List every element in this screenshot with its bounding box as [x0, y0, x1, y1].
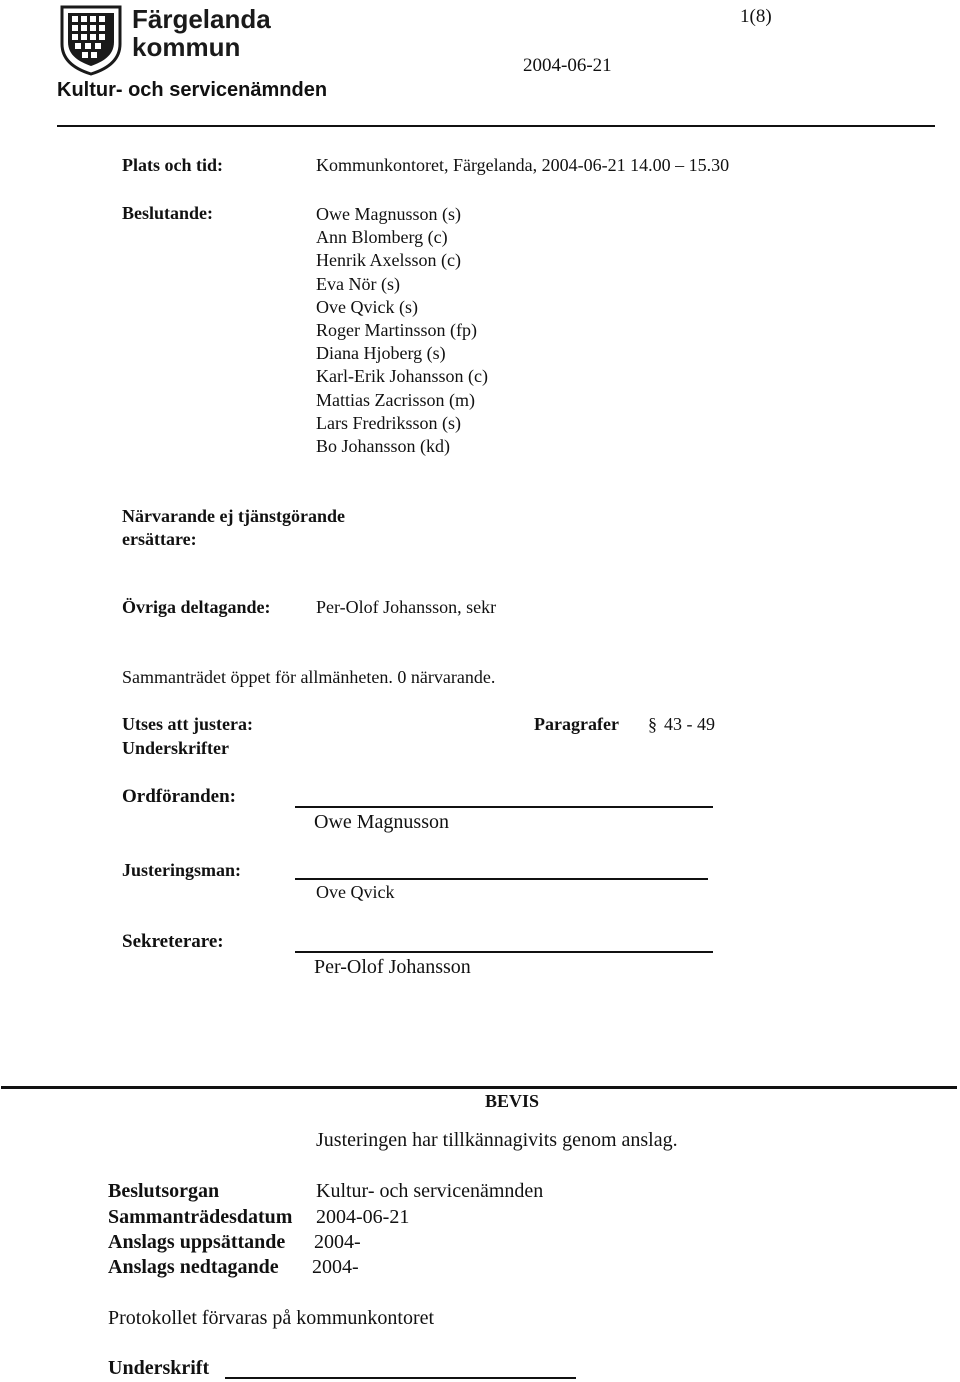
logo-line-1: Färgelanda [132, 4, 271, 34]
bevis-title: BEVIS [485, 1091, 540, 1111]
adjuster-label: Justeringsman: [122, 860, 242, 880]
others-label: Övriga deltagande: [122, 597, 271, 617]
signature-label: Underskrift [108, 1357, 210, 1379]
removed-label: Anslags nedtagande [108, 1256, 279, 1278]
adjust-label: Utses att justera: [122, 714, 253, 734]
signature-line [225, 1377, 576, 1379]
deciders-list [316, 203, 488, 458]
signatures-label: Underskrifter [122, 738, 229, 758]
decider-item: Bo Johansson (kd) [316, 435, 450, 456]
decider-item: Mattias Zacrisson (m) [316, 389, 475, 410]
posted-label: Anslags uppsättande [108, 1231, 286, 1253]
decider-item: Diana Hjoberg (s) [316, 343, 446, 364]
adjuster-name: Ove Qvick [316, 882, 395, 902]
substitutes-label-2: ersättare: [122, 529, 197, 549]
coat-of-arms-icon [58, 4, 124, 76]
decider-item: Roger Martinsson (fp) [316, 319, 477, 340]
removed-value: 2004- [312, 1256, 359, 1278]
secretary-name: Per-Olof Johansson [314, 956, 471, 978]
decider-item: Ove Qvick (s) [316, 296, 418, 317]
paragraphs-label: Paragrafer [534, 714, 619, 734]
place-label: Plats och tid: [122, 155, 223, 175]
chair-label: Ordföranden: [122, 786, 236, 807]
deciders-label: Beslutande: [122, 203, 214, 223]
adjuster-signature-line [295, 878, 708, 880]
organ-label: Beslutsorgan [108, 1180, 220, 1202]
committee-name: Kultur- och servicenämnden [57, 79, 328, 101]
meeting-date-value: 2004-06-21 [316, 1206, 410, 1228]
meeting-date-label: Sammanträdesdatum [108, 1206, 293, 1228]
decider-item: Eva Nör (s) [316, 273, 400, 294]
storage-text: Protokollet förvaras på kommunkontoret [108, 1307, 435, 1329]
organ-value: Kultur- och servicenämnden [316, 1180, 544, 1202]
chair-signature-line [295, 806, 713, 808]
logo-line-2: kommun [132, 32, 241, 62]
chair-name: Owe Magnusson [314, 811, 449, 833]
public-note: Sammanträdet öppet för allmänheten. 0 närvarande. [122, 667, 496, 687]
substitutes-label-1: Närvarande ej tjänstgörande [122, 506, 345, 526]
section-sign: § [648, 714, 657, 734]
decider-item: Ann Blomberg (c) [316, 227, 448, 248]
paragraphs-value: 43 - 49 [664, 714, 715, 734]
header-divider [57, 125, 935, 127]
decider-item: Owe Magnusson (s) [316, 204, 461, 224]
municipality-logo [58, 4, 271, 76]
header-date: 2004-06-21 [523, 55, 612, 76]
decider-item: Lars Fredriksson (s) [316, 412, 461, 433]
bevis-statement: Justeringen har tillkännagivits genom anslag. [316, 1129, 678, 1151]
place-value: Kommunkontoret, Färgelanda, 2004-06-21 14.00 – 15.30 [316, 155, 730, 175]
decider-item: Karl-Erik Johansson (c) [316, 366, 488, 387]
posted-value: 2004- [314, 1231, 361, 1253]
secretary-signature-line [295, 951, 713, 953]
others-value: Per-Olof Johansson, sekr [316, 597, 497, 617]
decider-item: Henrik Axelsson (c) [316, 250, 461, 271]
secretary-label: Sekreterare: [122, 931, 224, 952]
page-number: 1(8) [740, 6, 772, 27]
bevis-divider [1, 1086, 957, 1089]
